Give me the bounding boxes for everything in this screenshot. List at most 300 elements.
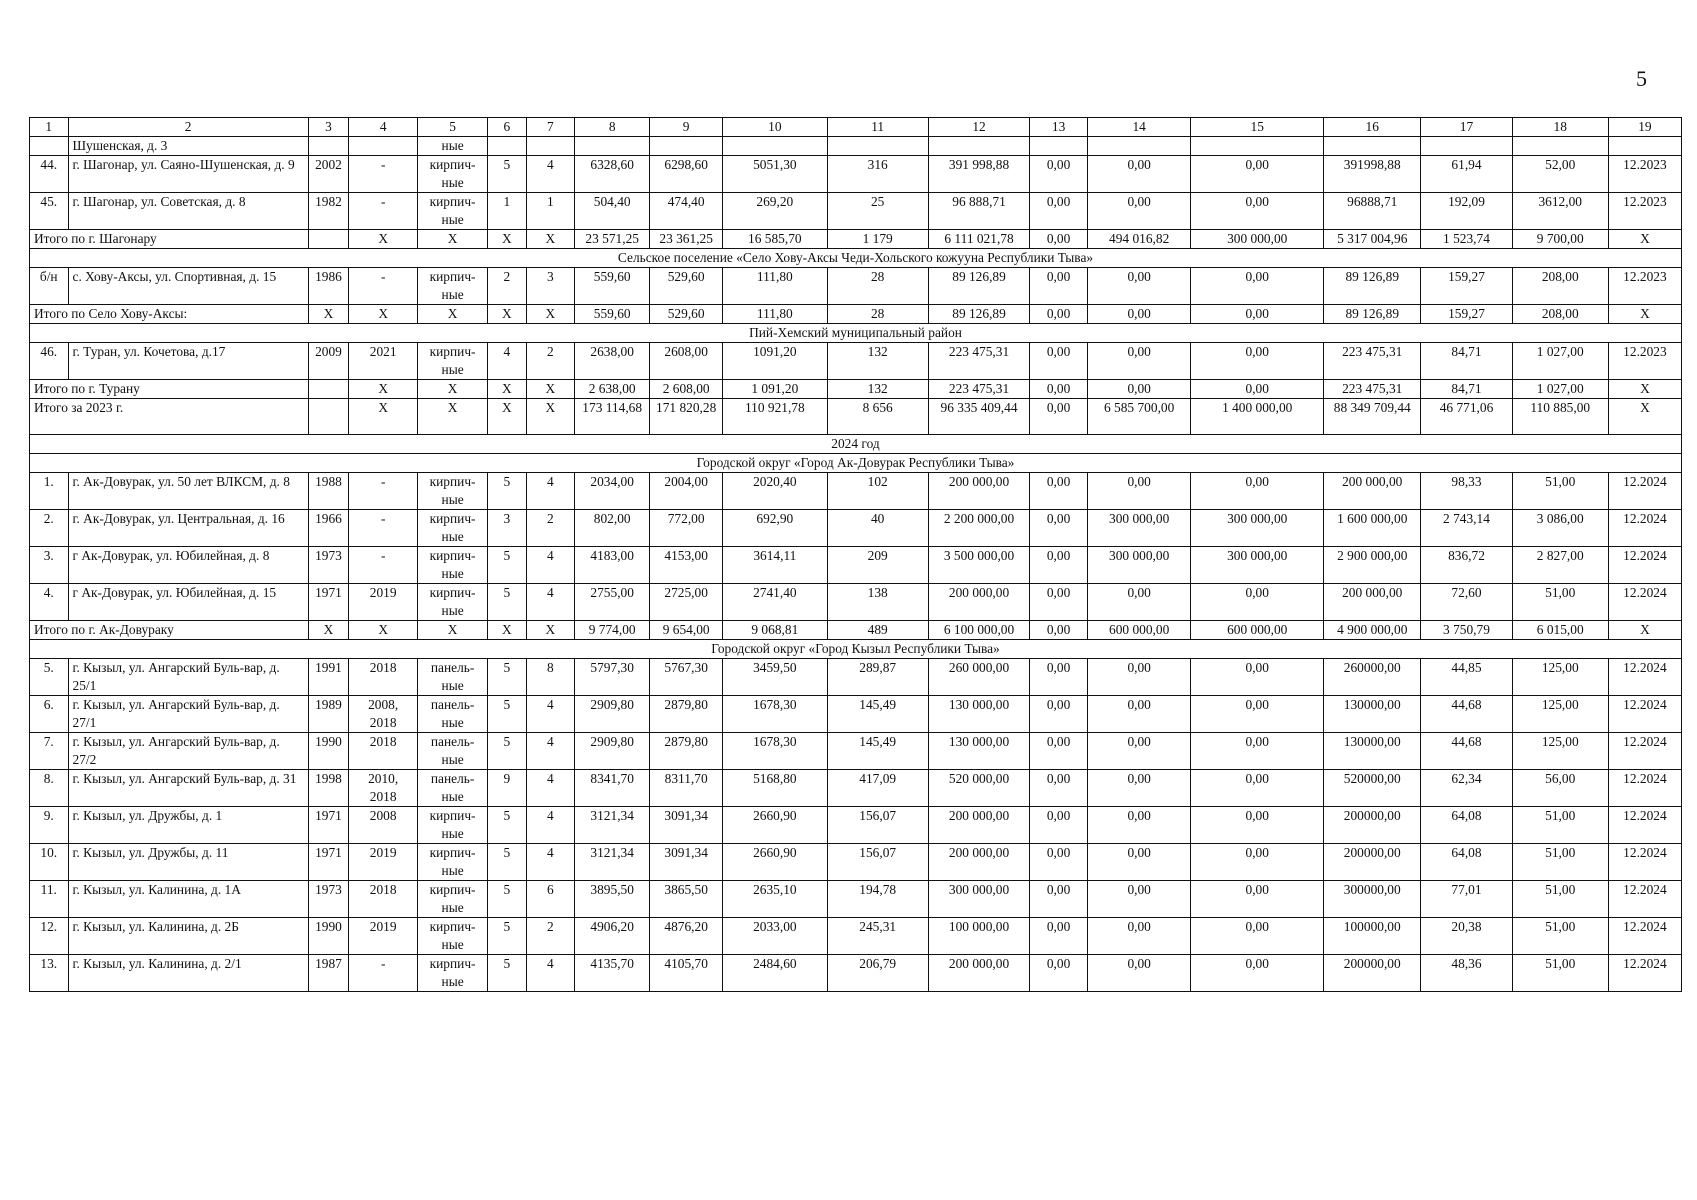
- value-cell: 2879,80: [650, 733, 723, 770]
- value-cell: 0,00: [1030, 918, 1088, 955]
- address-cell: г. Кызыл, ул. Калинина, д. 2/1: [68, 955, 308, 992]
- total-cell: 0,00: [1191, 380, 1324, 399]
- value-cell: -: [349, 156, 418, 193]
- value-cell: 2484,60: [723, 955, 827, 992]
- value-cell: 2018: [349, 659, 418, 696]
- value-cell: 5: [488, 844, 527, 881]
- section-title: Пий-Хемский муниципальный район: [30, 324, 1682, 343]
- value-cell: 2019: [349, 918, 418, 955]
- address-cell: Шушенская, д. 3: [68, 137, 308, 156]
- row-number: 8.: [30, 770, 69, 807]
- row-number: 3.: [30, 547, 69, 584]
- value-cell: 0,00: [1191, 918, 1324, 955]
- total-cell: 5 317 004,96: [1324, 230, 1421, 249]
- total-cell: 23 361,25: [650, 230, 723, 249]
- address-cell: г. Ак-Довурак, ул. 50 лет ВЛКСМ, д. 8: [68, 473, 308, 510]
- value-cell: 2879,80: [650, 696, 723, 733]
- row-number: 10.: [30, 844, 69, 881]
- value-cell: 89 126,89: [1324, 268, 1421, 305]
- value-cell: 4: [526, 156, 575, 193]
- value-cell: 1986: [308, 268, 349, 305]
- value-cell: 0,00: [1191, 343, 1324, 380]
- total-cell: 1 027,00: [1512, 380, 1608, 399]
- value-cell: 2002: [308, 156, 349, 193]
- value-cell: -: [349, 510, 418, 547]
- total-cell: 489: [827, 621, 928, 640]
- value-cell: [928, 137, 1029, 156]
- value-cell: 1973: [308, 881, 349, 918]
- row-number: 12.: [30, 918, 69, 955]
- value-cell: 0,00: [1191, 807, 1324, 844]
- value-cell: 132: [827, 343, 928, 380]
- value-cell: 1991: [308, 659, 349, 696]
- value-cell: 1971: [308, 844, 349, 881]
- total-label: Итого по г. Шагонару: [30, 230, 309, 249]
- value-cell: 5: [488, 696, 527, 733]
- value-cell: 474,40: [650, 193, 723, 230]
- value-cell: 3612,00: [1512, 193, 1608, 230]
- value-cell: 200000,00: [1324, 844, 1421, 881]
- value-cell: 194,78: [827, 881, 928, 918]
- value-cell: 200000,00: [1324, 955, 1421, 992]
- table-row: [30, 156, 1682, 193]
- value-cell: 3: [488, 510, 527, 547]
- total-cell: X: [349, 305, 418, 324]
- value-cell: 98,33: [1421, 473, 1512, 510]
- total-cell: 9 700,00: [1512, 230, 1608, 249]
- section-row: [30, 454, 1682, 473]
- total-label: Итого по г. Турану: [30, 380, 309, 399]
- value-cell: 559,60: [575, 268, 650, 305]
- value-cell: 0,00: [1191, 268, 1324, 305]
- page-number: 5: [1636, 66, 1647, 91]
- section-row: [30, 249, 1682, 268]
- value-cell: -: [349, 268, 418, 305]
- value-cell: 529,60: [650, 268, 723, 305]
- value-cell: 2608,00: [650, 343, 723, 380]
- total-cell: X: [418, 399, 488, 435]
- value-cell: [1608, 137, 1681, 156]
- value-cell: 836,72: [1421, 547, 1512, 584]
- value-cell: 0,00: [1030, 584, 1088, 621]
- value-cell: 245,31: [827, 918, 928, 955]
- value-cell: 0,00: [1030, 696, 1088, 733]
- value-cell: 4: [526, 807, 575, 844]
- value-cell: 772,00: [650, 510, 723, 547]
- value-cell: 3459,50: [723, 659, 827, 696]
- row-number: б/н: [30, 268, 69, 305]
- value-cell: 200000,00: [1324, 807, 1421, 844]
- value-cell: 0,00: [1087, 733, 1190, 770]
- value-cell: 391998,88: [1324, 156, 1421, 193]
- total-cell: X: [308, 305, 349, 324]
- value-cell: 802,00: [575, 510, 650, 547]
- value-cell: 0,00: [1191, 770, 1324, 807]
- value-cell: 51,00: [1512, 807, 1608, 844]
- row-number: 7.: [30, 733, 69, 770]
- value-cell: 4: [526, 696, 575, 733]
- total-cell: 171 820,28: [650, 399, 723, 435]
- value-cell: 1678,30: [723, 696, 827, 733]
- total-cell: 559,60: [575, 305, 650, 324]
- table-row: [30, 696, 1682, 733]
- value-cell: 12.2024: [1608, 844, 1681, 881]
- header-cell: 1: [30, 118, 69, 137]
- value-cell: 300000,00: [1324, 881, 1421, 918]
- value-cell: 200 000,00: [928, 807, 1029, 844]
- value-cell: 2725,00: [650, 584, 723, 621]
- value-cell: 5797,30: [575, 659, 650, 696]
- value-cell: 0,00: [1087, 584, 1190, 621]
- value-cell: 2008, 2018: [349, 696, 418, 733]
- value-cell: 2 900 000,00: [1324, 547, 1421, 584]
- value-cell: 130000,00: [1324, 733, 1421, 770]
- value-cell: [650, 137, 723, 156]
- value-cell: [1421, 137, 1512, 156]
- value-cell: 3 500 000,00: [928, 547, 1029, 584]
- value-cell: 125,00: [1512, 733, 1608, 770]
- address-cell: г. Шагонар, ул. Саяно-Шушенская, д. 9: [68, 156, 308, 193]
- total-cell: X: [488, 230, 527, 249]
- value-cell: [1512, 137, 1608, 156]
- value-cell: 96888,71: [1324, 193, 1421, 230]
- value-cell: 1678,30: [723, 733, 827, 770]
- value-cell: 0,00: [1030, 510, 1088, 547]
- total-row: [30, 305, 1682, 324]
- address-cell: с. Хову-Аксы, ул. Спортивная, д. 15: [68, 268, 308, 305]
- value-cell: 130 000,00: [928, 733, 1029, 770]
- row-number: [30, 137, 69, 156]
- value-cell: 5168,80: [723, 770, 827, 807]
- value-cell: 44,85: [1421, 659, 1512, 696]
- value-cell: 289,87: [827, 659, 928, 696]
- value-cell: [723, 137, 827, 156]
- value-cell: 5: [488, 807, 527, 844]
- value-cell: 159,27: [1421, 268, 1512, 305]
- value-cell: 1990: [308, 733, 349, 770]
- value-cell: 56,00: [1512, 770, 1608, 807]
- value-cell: 3121,34: [575, 844, 650, 881]
- value-cell: 61,94: [1421, 156, 1512, 193]
- total-cell: X: [488, 621, 527, 640]
- value-cell: 1971: [308, 584, 349, 621]
- address-cell: г. Кызыл, ул. Калинина, д. 2Б: [68, 918, 308, 955]
- row-number: 6.: [30, 696, 69, 733]
- header-cell: 6: [488, 118, 527, 137]
- value-cell: 12.2023: [1608, 268, 1681, 305]
- value-cell: 200 000,00: [928, 584, 1029, 621]
- total-cell: 0,00: [1030, 305, 1088, 324]
- value-cell: кирпич-ные: [418, 547, 488, 584]
- table-row: [30, 770, 1682, 807]
- value-cell: 3: [526, 268, 575, 305]
- value-cell: 4: [526, 844, 575, 881]
- value-cell: 192,09: [1421, 193, 1512, 230]
- value-cell: 2: [526, 343, 575, 380]
- total-cell: X: [488, 399, 527, 435]
- value-cell: 0,00: [1191, 473, 1324, 510]
- value-cell: -: [349, 547, 418, 584]
- value-cell: 0,00: [1030, 881, 1088, 918]
- table-row: [30, 733, 1682, 770]
- value-cell: 300 000,00: [1191, 510, 1324, 547]
- table-row: [30, 881, 1682, 918]
- total-label: Итого за 2023 г.: [30, 399, 309, 435]
- row-number: 44.: [30, 156, 69, 193]
- value-cell: 0,00: [1191, 955, 1324, 992]
- total-cell: 110 885,00: [1512, 399, 1608, 435]
- value-cell: 0,00: [1030, 268, 1088, 305]
- value-cell: 0,00: [1087, 807, 1190, 844]
- value-cell: 2 743,14: [1421, 510, 1512, 547]
- value-cell: 0,00: [1087, 696, 1190, 733]
- value-cell: 0,00: [1087, 881, 1190, 918]
- value-cell: -: [349, 955, 418, 992]
- table-row: [30, 473, 1682, 510]
- value-cell: 5: [488, 733, 527, 770]
- value-cell: панель-ные: [418, 770, 488, 807]
- total-cell: 9 654,00: [650, 621, 723, 640]
- value-cell: 0,00: [1087, 770, 1190, 807]
- value-cell: [827, 137, 928, 156]
- address-cell: г Ак-Довурак, ул. Юбилейная, д. 8: [68, 547, 308, 584]
- value-cell: 1987: [308, 955, 349, 992]
- total-cell: 88 349 709,44: [1324, 399, 1421, 435]
- value-cell: 300 000,00: [1087, 510, 1190, 547]
- total-cell: X: [308, 621, 349, 640]
- header-cell: 15: [1191, 118, 1324, 137]
- value-cell: 504,40: [575, 193, 650, 230]
- value-cell: 2004,00: [650, 473, 723, 510]
- value-cell: ные: [418, 137, 488, 156]
- table-row: [30, 268, 1682, 305]
- value-cell: 4: [488, 343, 527, 380]
- table-row: [30, 918, 1682, 955]
- value-cell: 200 000,00: [928, 955, 1029, 992]
- value-cell: кирпич-ные: [418, 156, 488, 193]
- value-cell: [308, 137, 349, 156]
- header-row: [30, 118, 1682, 137]
- total-cell: X: [418, 305, 488, 324]
- row-number: 1.: [30, 473, 69, 510]
- value-cell: 520000,00: [1324, 770, 1421, 807]
- value-cell: 5: [488, 918, 527, 955]
- value-cell: панель-ные: [418, 733, 488, 770]
- value-cell: 156,07: [827, 844, 928, 881]
- row-number: 13.: [30, 955, 69, 992]
- value-cell: 102: [827, 473, 928, 510]
- total-cell: 6 111 021,78: [928, 230, 1029, 249]
- value-cell: 0,00: [1030, 807, 1088, 844]
- total-cell: 9 068,81: [723, 621, 827, 640]
- value-cell: 0,00: [1087, 955, 1190, 992]
- value-cell: 269,20: [723, 193, 827, 230]
- value-cell: 0,00: [1087, 268, 1190, 305]
- section-row: [30, 435, 1682, 454]
- section-title: Городской округ «Город Кызыл Республики Тыва»: [30, 640, 1682, 659]
- value-cell: 200 000,00: [1324, 584, 1421, 621]
- value-cell: [526, 137, 575, 156]
- total-row: [30, 230, 1682, 249]
- total-cell: X: [418, 380, 488, 399]
- value-cell: 208,00: [1512, 268, 1608, 305]
- value-cell: 20,38: [1421, 918, 1512, 955]
- value-cell: 260 000,00: [928, 659, 1029, 696]
- total-cell: X: [526, 230, 575, 249]
- row-number: 2.: [30, 510, 69, 547]
- value-cell: 223 475,31: [1324, 343, 1421, 380]
- value-cell: 4135,70: [575, 955, 650, 992]
- total-cell: 1 400 000,00: [1191, 399, 1324, 435]
- value-cell: 0,00: [1087, 918, 1190, 955]
- housing-table: [29, 117, 1682, 992]
- value-cell: 4: [526, 473, 575, 510]
- total-cell: 46 771,06: [1421, 399, 1512, 435]
- value-cell: 2 200 000,00: [928, 510, 1029, 547]
- value-cell: 84,71: [1421, 343, 1512, 380]
- value-cell: 12.2024: [1608, 807, 1681, 844]
- total-cell: 0,00: [1030, 399, 1088, 435]
- value-cell: [1324, 137, 1421, 156]
- total-cell: 16 585,70: [723, 230, 827, 249]
- value-cell: 62,34: [1421, 770, 1512, 807]
- value-cell: 12.2024: [1608, 547, 1681, 584]
- address-cell: г. Кызыл, ул. Ангарский Буль-вар, д. 31: [68, 770, 308, 807]
- value-cell: 1091,20: [723, 343, 827, 380]
- value-cell: 2: [526, 510, 575, 547]
- value-cell: 2018: [349, 881, 418, 918]
- value-cell: 100 000,00: [928, 918, 1029, 955]
- value-cell: [575, 137, 650, 156]
- value-cell: 3091,34: [650, 844, 723, 881]
- total-cell: X: [418, 621, 488, 640]
- value-cell: 3 086,00: [1512, 510, 1608, 547]
- value-cell: 0,00: [1087, 343, 1190, 380]
- value-cell: 2755,00: [575, 584, 650, 621]
- value-cell: 12.2023: [1608, 193, 1681, 230]
- address-cell: г. Кызыл, ул. Дружбы, д. 1: [68, 807, 308, 844]
- total-cell: 89 126,89: [1324, 305, 1421, 324]
- value-cell: 4153,00: [650, 547, 723, 584]
- value-cell: 200 000,00: [1324, 473, 1421, 510]
- value-cell: 4: [526, 733, 575, 770]
- total-cell: 494 016,82: [1087, 230, 1190, 249]
- value-cell: 111,80: [723, 268, 827, 305]
- value-cell: 8311,70: [650, 770, 723, 807]
- value-cell: 6298,60: [650, 156, 723, 193]
- address-cell: г. Кызыл, ул. Дружбы, д. 11: [68, 844, 308, 881]
- value-cell: панель-ные: [418, 659, 488, 696]
- value-cell: 0,00: [1030, 844, 1088, 881]
- header-cell: 17: [1421, 118, 1512, 137]
- value-cell: 12.2024: [1608, 918, 1681, 955]
- section-title: Городской округ «Город Ак-Довурак Республики Тыва»: [30, 454, 1682, 473]
- value-cell: 0,00: [1087, 659, 1190, 696]
- total-cell: X: [1608, 305, 1681, 324]
- total-cell: X: [349, 380, 418, 399]
- value-cell: 2009: [308, 343, 349, 380]
- value-cell: 64,08: [1421, 844, 1512, 881]
- value-cell: 5: [488, 955, 527, 992]
- total-cell: 529,60: [650, 305, 723, 324]
- value-cell: 2638,00: [575, 343, 650, 380]
- value-cell: [349, 137, 418, 156]
- value-cell: кирпич-ные: [418, 193, 488, 230]
- row-number: 46.: [30, 343, 69, 380]
- value-cell: 5: [488, 659, 527, 696]
- section-title: 2024 год: [30, 435, 1682, 454]
- value-cell: 1988: [308, 473, 349, 510]
- value-cell: 4876,20: [650, 918, 723, 955]
- value-cell: 209: [827, 547, 928, 584]
- value-cell: 0,00: [1087, 156, 1190, 193]
- value-cell: 0,00: [1191, 584, 1324, 621]
- total-cell: [308, 399, 349, 435]
- value-cell: 12.2024: [1608, 733, 1681, 770]
- value-cell: 1 027,00: [1512, 343, 1608, 380]
- value-cell: 52,00: [1512, 156, 1608, 193]
- total-cell: X: [526, 399, 575, 435]
- address-cell: г. Туран, ул. Кочетова, д.17: [68, 343, 308, 380]
- value-cell: 2909,80: [575, 696, 650, 733]
- value-cell: 1966: [308, 510, 349, 547]
- value-cell: 2034,00: [575, 473, 650, 510]
- value-cell: 2019: [349, 844, 418, 881]
- value-cell: 51,00: [1512, 473, 1608, 510]
- value-cell: 1 600 000,00: [1324, 510, 1421, 547]
- row-number: 4.: [30, 584, 69, 621]
- section-row: [30, 640, 1682, 659]
- value-cell: 4: [526, 770, 575, 807]
- total-row: [30, 380, 1682, 399]
- value-cell: кирпич-ные: [418, 955, 488, 992]
- value-cell: 12.2024: [1608, 473, 1681, 510]
- value-cell: 12.2024: [1608, 659, 1681, 696]
- header-cell: 5: [418, 118, 488, 137]
- header-cell: 18: [1512, 118, 1608, 137]
- value-cell: кирпич-ные: [418, 918, 488, 955]
- total-cell: 89 126,89: [928, 305, 1029, 324]
- value-cell: 0,00: [1030, 547, 1088, 584]
- total-cell: 3 750,79: [1421, 621, 1512, 640]
- value-cell: 8: [526, 659, 575, 696]
- value-cell: 3614,11: [723, 547, 827, 584]
- total-row: [30, 399, 1682, 435]
- total-cell: X: [418, 230, 488, 249]
- value-cell: 51,00: [1512, 955, 1608, 992]
- value-cell: 72,60: [1421, 584, 1512, 621]
- value-cell: 12.2023: [1608, 156, 1681, 193]
- value-cell: 130000,00: [1324, 696, 1421, 733]
- total-cell: 223 475,31: [928, 380, 1029, 399]
- value-cell: 64,08: [1421, 807, 1512, 844]
- header-cell: 3: [308, 118, 349, 137]
- row-number: 9.: [30, 807, 69, 844]
- section-row: [30, 324, 1682, 343]
- total-cell: [308, 380, 349, 399]
- value-cell: 2008: [349, 807, 418, 844]
- total-cell: X: [349, 621, 418, 640]
- total-cell: 4 900 000,00: [1324, 621, 1421, 640]
- value-cell: 1990: [308, 918, 349, 955]
- value-cell: 3895,50: [575, 881, 650, 918]
- total-cell: 159,27: [1421, 305, 1512, 324]
- value-cell: 0,00: [1191, 659, 1324, 696]
- value-cell: 4906,20: [575, 918, 650, 955]
- header-cell: 12: [928, 118, 1029, 137]
- header-cell: 9: [650, 118, 723, 137]
- value-cell: 89 126,89: [928, 268, 1029, 305]
